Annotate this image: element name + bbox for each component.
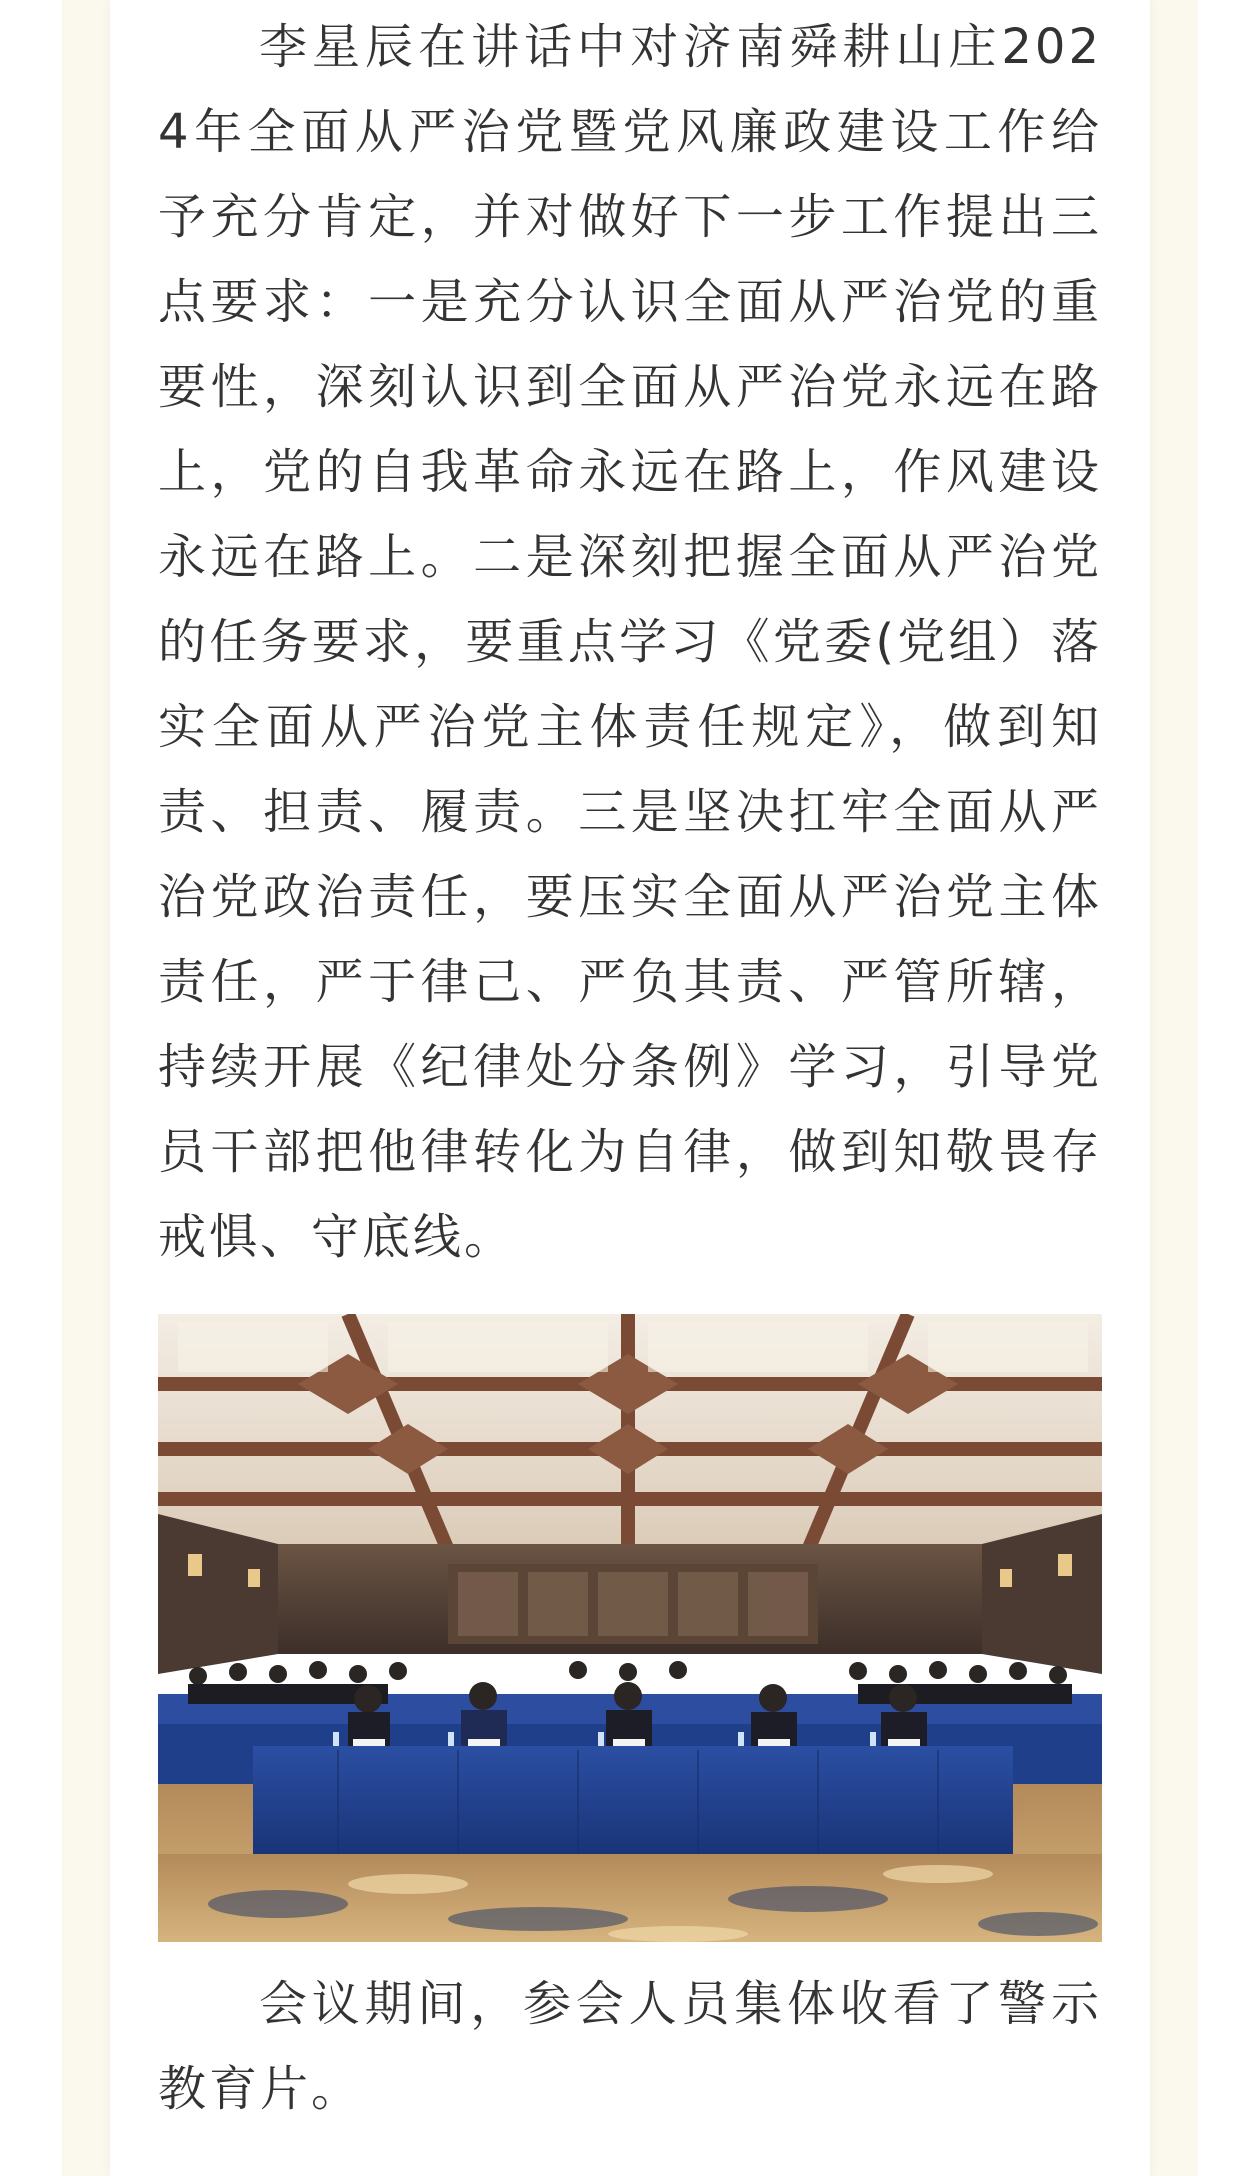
article-paragraph: 李星辰在讲话中对济南舜耕山庄2024年全面从严治党暨党风廉政建设工作给予充分肯定，并对做好下一步工作提出三点要求：一是充分认识全面从严治党的重要性，深刻认识到全面从严治党永远在路上，党的自我革命永远在路上，作风建设永远在路上。二是深刻把握全面从严治党的任务要求，要重点学习《党委(党组）落实全面从严治党主体责任规定》，做到知责、担责、履责。三是坚决扛牢全面从严治党政治责任，要压实全面从严治党主体责任，严于律己、严负其责、严管所辖，持续开展《纪律处分条例》学习，引导党员干部把他律转化为自律，做到知敬畏存戒惧、守底线。 <box>158 19 1102 1265</box>
article-card <box>110 0 1150 2176</box>
photo-caption: 会议期间，参会人员集体收看了警示教育片。 <box>158 1976 1102 2117</box>
meeting-photo <box>158 1314 1102 1942</box>
article-body <box>158 0 1102 2132</box>
